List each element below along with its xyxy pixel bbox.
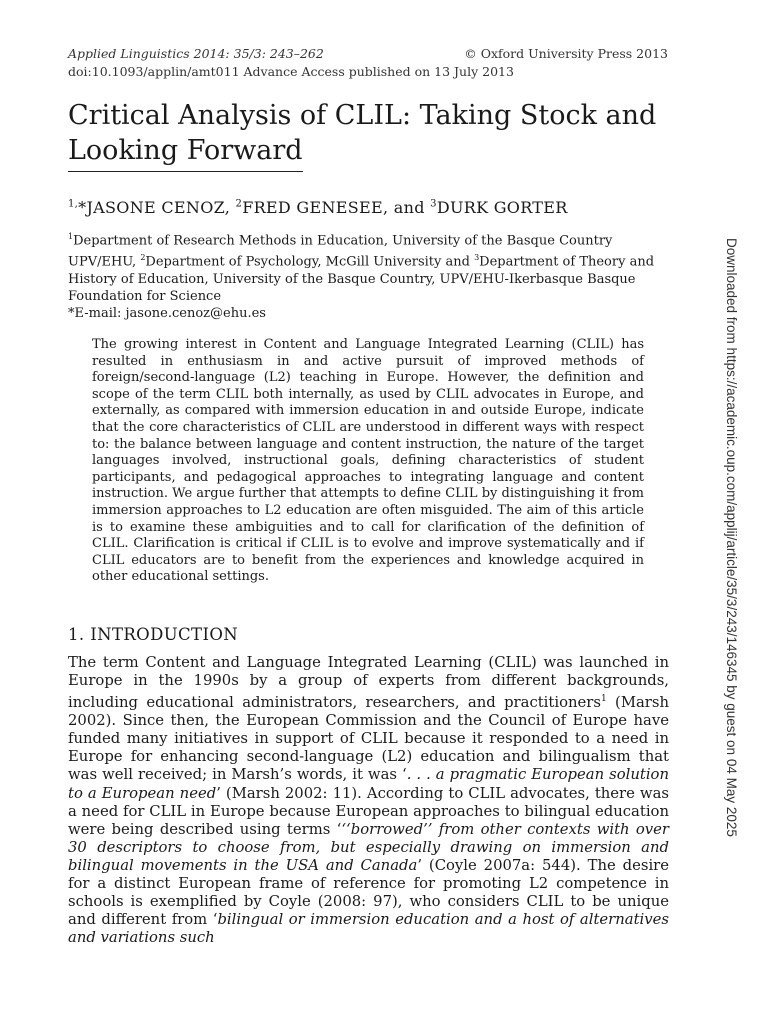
affil-3-marker: 3: [474, 253, 480, 263]
body-text-2: (Marsh 2002). Since then, the European Commission and the Council of Europe have funded many initiatives in support of CLIL because it responded to a need in Europe for enhancing second-language (L2) education and bilingualism that was well received; in Marsh’s words, it was ‘: [68, 694, 669, 784]
contact-email: *E-mail: jasone.cenoz@ehu.es: [68, 305, 266, 321]
quote-2: ‘‘borrowed’’ from other contexts with over 30 descriptors to choose from, but especially drawing on immersion and bilingual movements in the USA and Canada: [68, 820, 669, 874]
body-text-1: The term Content and Language Integrated Learning (CLIL) was launched in Europe in the 1990s by a group of experts from different backgrounds, including educational administrators, researchers, and practitioners: [68, 654, 669, 712]
affil-2: Department of Psychology, McGill University and: [145, 254, 475, 270]
title-line-1: Critical Analysis of CLIL: Taking Stock and: [68, 100, 657, 131]
affil-2-marker: 2: [140, 253, 146, 263]
author-2: FRED GENESEE, and: [242, 198, 431, 217]
quote-1: . . . a pragmatic European solution to a European need: [68, 766, 669, 802]
download-watermark: Downloaded from https://academic.oup.com/applij/article/35/3/243/146345 by guest on 04 May 2025: [724, 238, 739, 837]
doi-line: doi:10.1093/applin/amt011 Advance Access published on 13 July 2013: [68, 64, 514, 79]
section-heading: 1. INTRODUCTION: [68, 625, 239, 644]
author-1-marker: 1,: [68, 198, 79, 210]
author-list: [68, 198, 568, 217]
author-1: *JASONE CENOZ,: [78, 198, 236, 217]
affiliations: [68, 228, 668, 322]
abstract: The growing interest in Content and Language Integrated Learning (CLIL) has resulted in enthusiasm in and active pursuit of improved methods of foreign/second-language (L2) teaching in Europe. However, the definition and scope of the term CLIL both internally, as used by CLIL advocates in Europe, and externally, as compared with immersion education in and outside Europe, indicate that the core characteristics of CLIL are understood in different ways with respect to: the balance between language and content instruction, the nature of the target languages involved, instructional goals, defining characteristics of student participants, and pedagogical approaches to integrating language and content instruction. We argue further that attempts to define CLIL by distinguishing it from immersion approaches to L2 education are often misguided. The aim of this article is to examine these ambiguities and to call for clarification of the definition of CLIL. Clarification is critical if CLIL is to evolve and improve systematically and if CLIL educators are to benefit from the experiences and knowledge acquired in other educational settings.: [92, 337, 644, 585]
publisher-copyright: © Oxford University Press 2013: [464, 46, 668, 61]
author-3: DURK GORTER: [436, 198, 568, 217]
title-line-2: Looking Forward: [68, 135, 303, 166]
body-paragraph: [68, 654, 669, 947]
affil-3: Department of Theory and History of Education, University of the Basque Country, UPV/EHU-Ikerbasque Basque Foundation for Science: [68, 254, 655, 304]
body-text-3: ’ (Marsh 2002: 11). According to CLIL advocates, there was a need for CLIL in Europe because European approaches to bilingual education were being described using terms ‘: [68, 784, 669, 838]
body-text-4: ’ (Coyle 2007a: 544). The desire for a distinct European frame of reference for promoting L2 competence in schools is exemplified by Coyle (2008: 97), who considers CLIL to be unique and different from ‘: [68, 856, 670, 929]
affil-1: Department of Research Methods in Education, University of the Basque Country UPV/EHU,: [68, 233, 613, 270]
title-rule: [68, 171, 303, 172]
quote-3: bilingual or immersion education and a host of alternatives and variations such: [68, 911, 669, 947]
article-title: [68, 98, 678, 168]
journal-citation: Applied Linguistics 2014: 35/3: 243–262: [68, 46, 324, 61]
author-2-marker: 2: [235, 198, 243, 210]
affil-1-marker: 1: [68, 232, 74, 241]
footnote-marker: 1: [600, 694, 607, 705]
author-3-marker: 3: [430, 198, 437, 210]
